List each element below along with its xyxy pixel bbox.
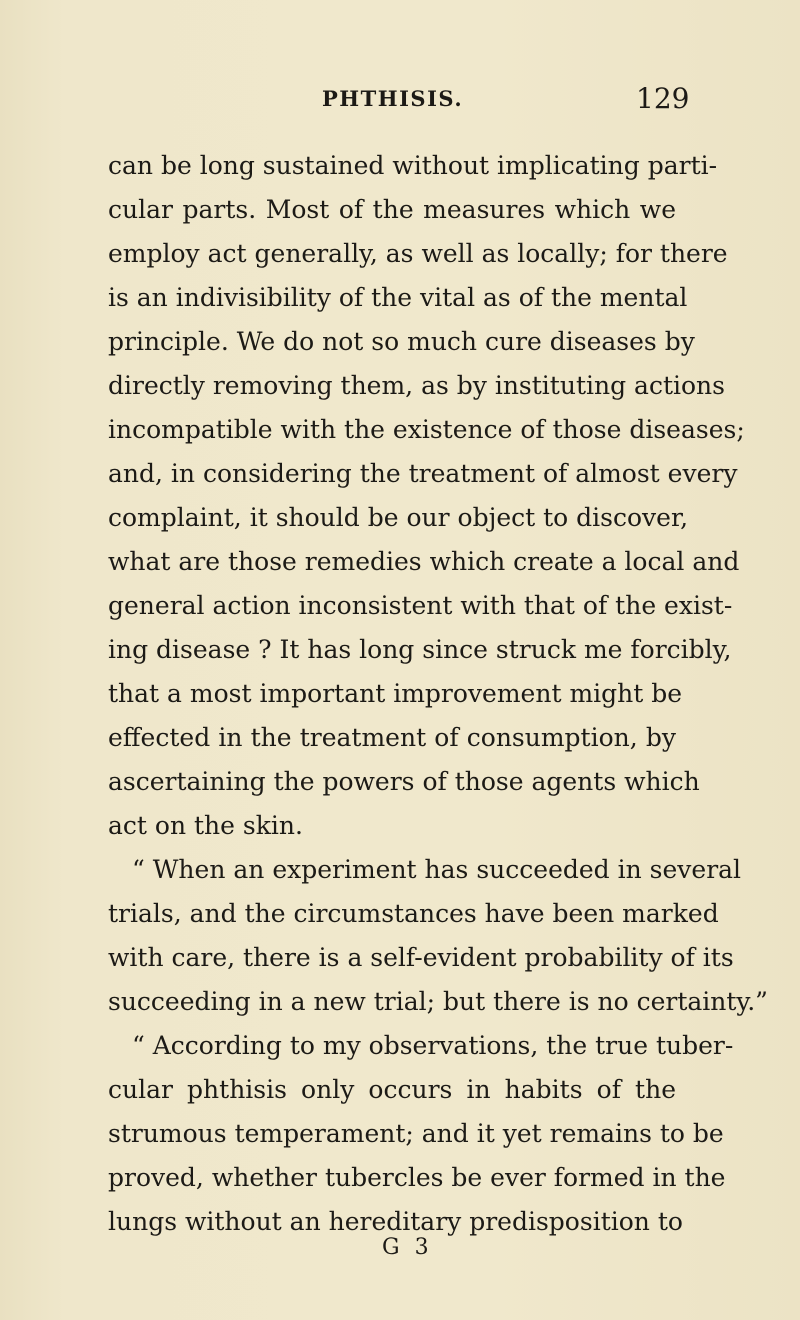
text-line: principle. We do not so much cure diseases by	[108, 327, 695, 356]
text-line: cular phthisis only occurs in habits of the	[108, 1075, 676, 1104]
text-line: that a most important improvement might be	[108, 679, 683, 708]
text-line: directly removing them, as by instituting actions	[108, 371, 725, 400]
page-number: 129	[636, 82, 690, 115]
text-line: ascertaining the powers of those agents which	[108, 767, 700, 796]
text-line: proved, whether tubercles be ever formed in the	[108, 1163, 726, 1192]
text-line: can be long sustained without implicating parti-	[108, 151, 718, 180]
text-line: what are those remedies which create a local and	[108, 547, 740, 576]
text-line: strumous temperament; and it yet remains to be	[108, 1119, 724, 1148]
text-line: ing disease ? It has long since struck me forcibly,	[108, 635, 732, 664]
text-line: cular parts. Most of the measures which we	[108, 195, 676, 224]
text-line: is an indivisibility of the vital as of the mental	[108, 283, 688, 312]
text-line: trials, and the circumstances have been marked	[108, 899, 719, 928]
text-line: lungs without an hereditary predisposition to	[108, 1207, 683, 1236]
text-line: “ When an experiment has succeeded in several	[132, 855, 742, 884]
running-head	[0, 82, 800, 120]
text-line: and, in considering the treatment of almost every	[108, 459, 738, 488]
text-line: act on the skin.	[108, 811, 303, 840]
text-line: general action inconsistent with that of the exist-	[108, 591, 733, 620]
running-title: PHTHISIS.	[322, 86, 464, 111]
text-line: incompatible with the existence of those diseases;	[108, 415, 745, 444]
text-line: “ According to my observations, the true tuber-	[132, 1031, 734, 1060]
text-line: with care, there is a self-evident probability of its	[108, 943, 734, 972]
text-line: effected in the treatment of consumption, by	[108, 723, 676, 752]
text-line: employ act generally, as well as locally; for there	[108, 239, 728, 268]
signature-mark: G 3	[382, 1235, 433, 1260]
text-line: succeeding in a new trial; but there is no certainty.”	[108, 987, 768, 1016]
text-line: complaint, it should be our object to discover,	[108, 503, 689, 532]
